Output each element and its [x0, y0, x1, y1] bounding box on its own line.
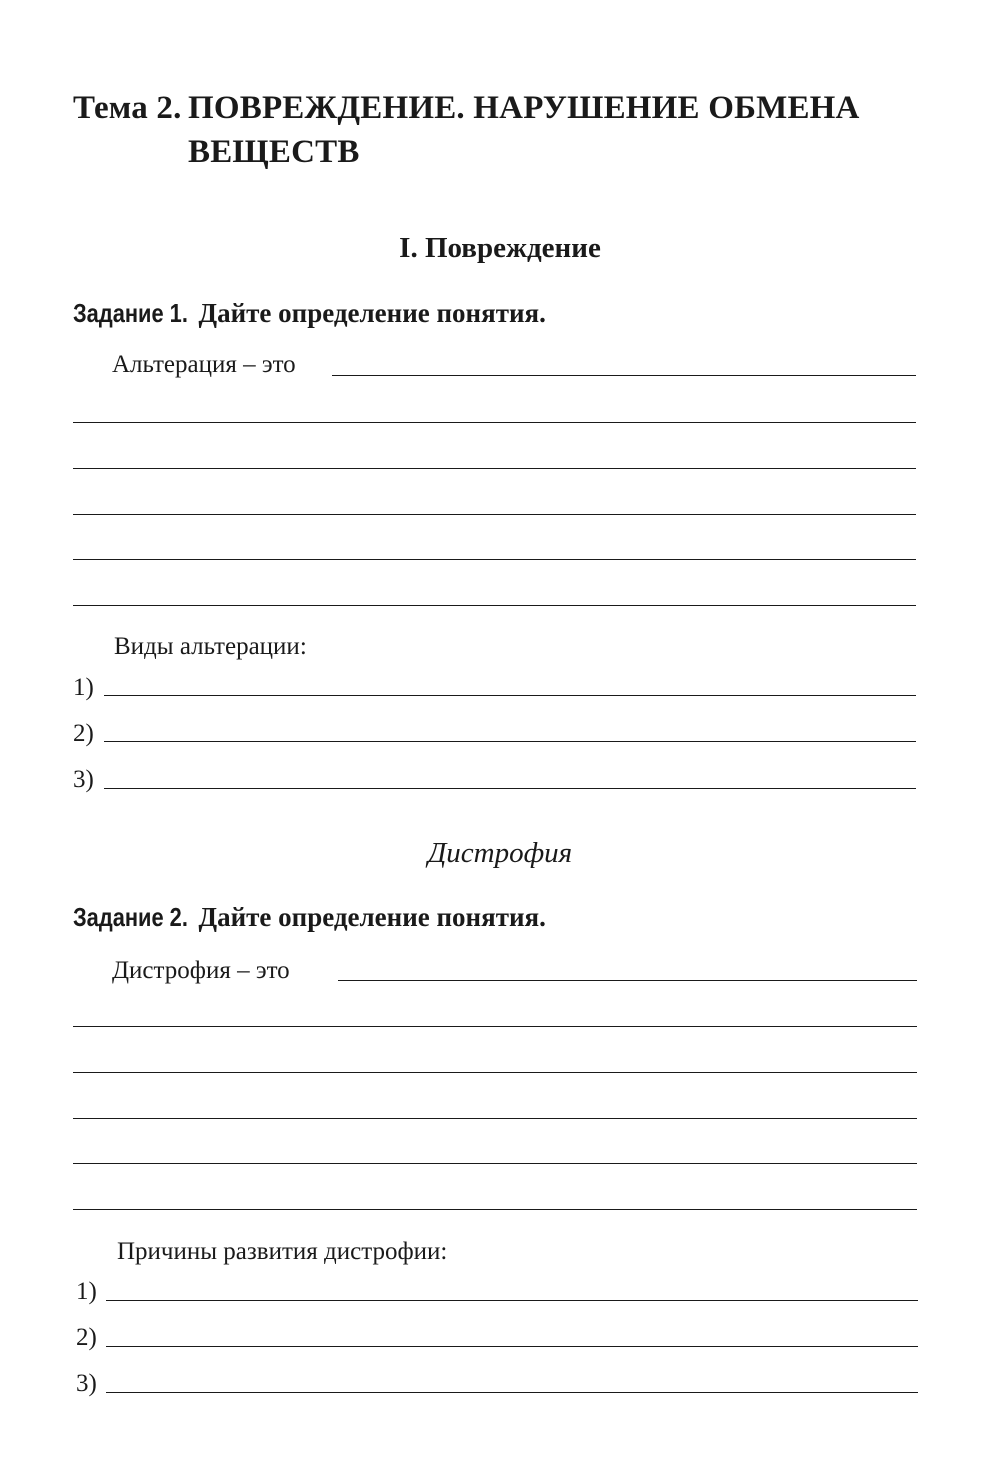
task2-heading	[73, 900, 546, 934]
task1-item-2-line[interactable]	[104, 741, 916, 742]
task1-item-1-number: 1)	[73, 674, 94, 701]
task2-answer-line-2[interactable]	[73, 1026, 917, 1027]
task2-item-2-line[interactable]	[106, 1346, 918, 1347]
topic-title-line1: ПОВРЕЖДЕНИЕ. НАРУШЕНИЕ ОБМЕНА	[188, 90, 860, 126]
task2-item-3-line[interactable]	[106, 1392, 918, 1393]
section-heading: I. Повреждение	[399, 232, 601, 264]
task2-term: Дистрофия – это	[112, 957, 290, 984]
task1-item-1-line[interactable]	[104, 695, 916, 696]
task2-list-title: Причины развития дистрофии:	[117, 1238, 448, 1265]
task1-answer-line-6[interactable]	[73, 605, 916, 606]
topic-title-line2: ВЕЩЕСТВ	[188, 134, 360, 170]
task2-answer-line-5[interactable]	[73, 1163, 917, 1164]
task2-answer-line-3[interactable]	[73, 1072, 917, 1073]
task2-answer-line-1[interactable]	[338, 980, 917, 981]
task1-item-3-line[interactable]	[104, 788, 916, 789]
topic-title	[73, 88, 860, 128]
task1-label: Задание 1.	[73, 298, 188, 328]
task2-answer-line-4[interactable]	[73, 1118, 917, 1119]
task2-label: Задание 2.	[73, 902, 188, 932]
subsection-heading: Дистрофия	[427, 837, 573, 869]
task2-item-1-line[interactable]	[106, 1300, 918, 1301]
task1-answer-line-3[interactable]	[73, 468, 916, 469]
task1-text: Дайте определение понятия.	[198, 298, 546, 328]
task2-item-3-number: 3)	[76, 1370, 97, 1397]
task2-item-1-number: 1)	[76, 1278, 97, 1305]
topic-prefix: Тема 2.	[73, 90, 182, 126]
task1-list-title: Виды альтерации:	[114, 633, 307, 660]
task2-item-2-number: 2)	[76, 1324, 97, 1351]
task1-term: Альтерация – это	[112, 351, 296, 378]
task2-answer-line-6[interactable]	[73, 1209, 917, 1210]
task1-answer-line-5[interactable]	[73, 559, 916, 560]
task1-heading	[73, 296, 546, 330]
task2-text: Дайте определение понятия.	[198, 902, 546, 932]
task1-item-2-number: 2)	[73, 720, 94, 747]
task1-answer-line-4[interactable]	[73, 514, 916, 515]
task1-answer-line-1[interactable]	[332, 375, 916, 376]
task1-answer-line-2[interactable]	[73, 422, 916, 423]
task1-item-3-number: 3)	[73, 766, 94, 793]
